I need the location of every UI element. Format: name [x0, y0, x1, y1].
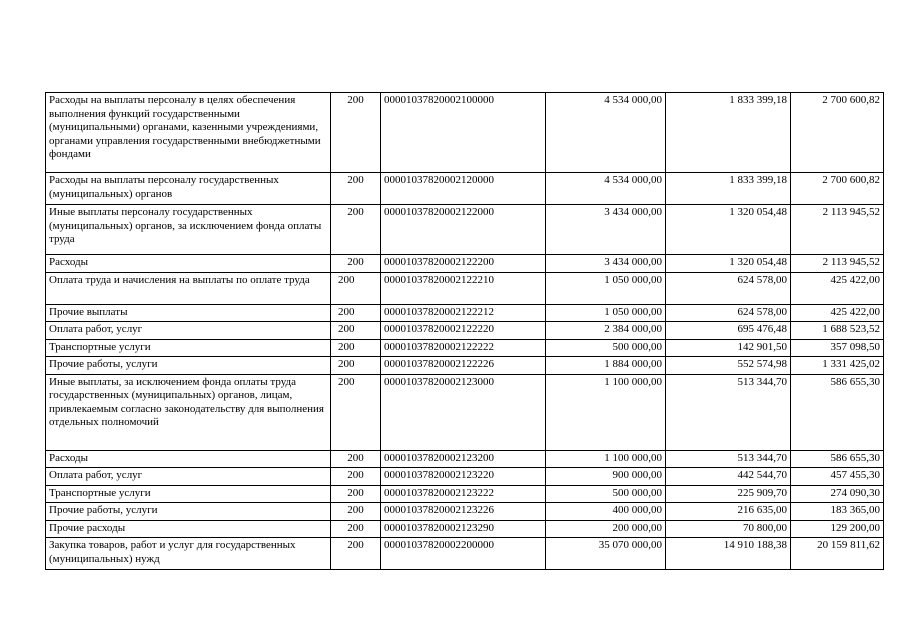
row-code-cell: 200 [331, 339, 381, 357]
table-row [46, 450, 884, 468]
row-approved-cell: 1 100 000,00 [546, 450, 666, 468]
row-kbk-cell: 00001037820002123000 [381, 374, 546, 450]
row-kbk-cell: 00001037820002123226 [381, 503, 546, 521]
row-name-cell: Закупка товаров, работ и услуг для государственных (муниципальных) нужд [46, 538, 331, 570]
row-kbk-cell: 00001037820002123222 [381, 485, 546, 503]
row-kbk-cell: 00001037820002122222 [381, 339, 546, 357]
row-code-cell: 200 [331, 520, 381, 538]
table-row [46, 520, 884, 538]
row-kbk-cell: 00001037820002100000 [381, 93, 546, 173]
row-kbk-cell: 00001037820002123290 [381, 520, 546, 538]
row-executed-cell: 513 344,70 [666, 374, 791, 450]
table-row [46, 503, 884, 521]
row-unexecuted-cell: 2 700 600,82 [791, 173, 884, 205]
row-code-cell: 200 [331, 272, 381, 304]
table-row [46, 357, 884, 375]
row-unexecuted-cell: 20 159 811,62 [791, 538, 884, 570]
table-row [46, 304, 884, 322]
row-kbk-cell: 00001037820002123220 [381, 468, 546, 486]
row-kbk-cell: 00001037820002123200 [381, 450, 546, 468]
row-name-cell: Расходы [46, 255, 331, 273]
row-approved-cell: 3 434 000,00 [546, 255, 666, 273]
table-row [46, 205, 884, 255]
row-name-cell: Иные выплаты персоналу государственных (муниципальных) органов, за исключением фонда оплаты труда [46, 205, 331, 255]
row-kbk-cell: 00001037820002122210 [381, 272, 546, 304]
row-approved-cell: 900 000,00 [546, 468, 666, 486]
row-kbk-cell: 00001037820002122200 [381, 255, 546, 273]
row-code-cell: 200 [331, 485, 381, 503]
table-row [46, 374, 884, 450]
row-executed-cell: 216 635,00 [666, 503, 791, 521]
row-name-cell: Расходы на выплаты персоналу в целях обеспечения выполнения функций государственными (муниципальными) органами, казенными учреждениями, органами управления государственными внебюджетными фондами [46, 93, 331, 173]
table-row [46, 322, 884, 340]
row-unexecuted-cell: 586 655,30 [791, 450, 884, 468]
row-approved-cell: 500 000,00 [546, 485, 666, 503]
table-row [46, 485, 884, 503]
row-unexecuted-cell: 2 113 945,52 [791, 205, 884, 255]
row-executed-cell: 1 833 399,18 [666, 173, 791, 205]
row-executed-cell: 14 910 188,38 [666, 538, 791, 570]
row-executed-cell: 142 901,50 [666, 339, 791, 357]
row-name-cell: Иные выплаты, за исключением фонда оплаты труда государственных (муниципальных) органов, лицам, привлекаемым согласно законодательству для выполнения отдельных полномочий [46, 374, 331, 450]
row-approved-cell: 35 070 000,00 [546, 538, 666, 570]
row-executed-cell: 1 320 054,48 [666, 205, 791, 255]
row-code-cell: 200 [331, 357, 381, 375]
row-kbk-cell: 00001037820002122212 [381, 304, 546, 322]
row-kbk-cell: 00001037820002122226 [381, 357, 546, 375]
row-kbk-cell: 00001037820002120000 [381, 173, 546, 205]
row-unexecuted-cell: 274 090,30 [791, 485, 884, 503]
table-row [46, 272, 884, 304]
row-approved-cell: 500 000,00 [546, 339, 666, 357]
row-kbk-cell: 00001037820002122000 [381, 205, 546, 255]
row-code-cell: 200 [331, 173, 381, 205]
row-executed-cell: 624 578,00 [666, 304, 791, 322]
row-executed-cell: 695 476,48 [666, 322, 791, 340]
row-code-cell: 200 [331, 450, 381, 468]
row-name-cell: Расходы на выплаты персоналу государственных (муниципальных) органов [46, 173, 331, 205]
row-approved-cell: 1 050 000,00 [546, 304, 666, 322]
row-executed-cell: 624 578,00 [666, 272, 791, 304]
row-code-cell: 200 [331, 538, 381, 570]
row-kbk-cell: 00001037820002122220 [381, 322, 546, 340]
table-row [46, 93, 884, 173]
row-unexecuted-cell: 586 655,30 [791, 374, 884, 450]
row-code-cell: 200 [331, 255, 381, 273]
row-unexecuted-cell: 129 200,00 [791, 520, 884, 538]
row-approved-cell: 1 884 000,00 [546, 357, 666, 375]
row-unexecuted-cell: 2 113 945,52 [791, 255, 884, 273]
row-executed-cell: 1 320 054,48 [666, 255, 791, 273]
row-name-cell: Прочие работы, услуги [46, 357, 331, 375]
row-unexecuted-cell: 183 365,00 [791, 503, 884, 521]
row-unexecuted-cell: 357 098,50 [791, 339, 884, 357]
row-code-cell: 200 [331, 374, 381, 450]
row-approved-cell: 3 434 000,00 [546, 205, 666, 255]
row-name-cell: Прочие расходы [46, 520, 331, 538]
row-unexecuted-cell: 425 422,00 [791, 272, 884, 304]
row-name-cell: Оплата работ, услуг [46, 322, 331, 340]
table-row [46, 255, 884, 273]
row-name-cell: Транспортные услуги [46, 485, 331, 503]
row-code-cell: 200 [331, 304, 381, 322]
table-row [46, 468, 884, 486]
row-executed-cell: 442 544,70 [666, 468, 791, 486]
table-body [46, 93, 884, 570]
row-approved-cell: 1 050 000,00 [546, 272, 666, 304]
row-approved-cell: 4 534 000,00 [546, 93, 666, 173]
table-row [46, 339, 884, 357]
row-code-cell: 200 [331, 503, 381, 521]
budget-execution-table [45, 92, 884, 570]
row-unexecuted-cell: 1 331 425,02 [791, 357, 884, 375]
row-name-cell: Прочие работы, услуги [46, 503, 331, 521]
row-approved-cell: 200 000,00 [546, 520, 666, 538]
row-name-cell: Оплата работ, услуг [46, 468, 331, 486]
row-unexecuted-cell: 457 455,30 [791, 468, 884, 486]
row-unexecuted-cell: 1 688 523,52 [791, 322, 884, 340]
row-approved-cell: 1 100 000,00 [546, 374, 666, 450]
table-row [46, 173, 884, 205]
row-approved-cell: 400 000,00 [546, 503, 666, 521]
row-approved-cell: 2 384 000,00 [546, 322, 666, 340]
row-executed-cell: 225 909,70 [666, 485, 791, 503]
row-executed-cell: 552 574,98 [666, 357, 791, 375]
row-unexecuted-cell: 2 700 600,82 [791, 93, 884, 173]
row-executed-cell: 70 800,00 [666, 520, 791, 538]
row-executed-cell: 513 344,70 [666, 450, 791, 468]
row-code-cell: 200 [331, 322, 381, 340]
row-code-cell: 200 [331, 468, 381, 486]
row-name-cell: Прочие выплаты [46, 304, 331, 322]
row-executed-cell: 1 833 399,18 [666, 93, 791, 173]
row-unexecuted-cell: 425 422,00 [791, 304, 884, 322]
row-name-cell: Транспортные услуги [46, 339, 331, 357]
row-code-cell: 200 [331, 205, 381, 255]
row-name-cell: Оплата труда и начисления на выплаты по оплате труда [46, 272, 331, 304]
row-approved-cell: 4 534 000,00 [546, 173, 666, 205]
table-row [46, 538, 884, 570]
row-name-cell: Расходы [46, 450, 331, 468]
row-code-cell: 200 [331, 93, 381, 173]
row-kbk-cell: 00001037820002200000 [381, 538, 546, 570]
